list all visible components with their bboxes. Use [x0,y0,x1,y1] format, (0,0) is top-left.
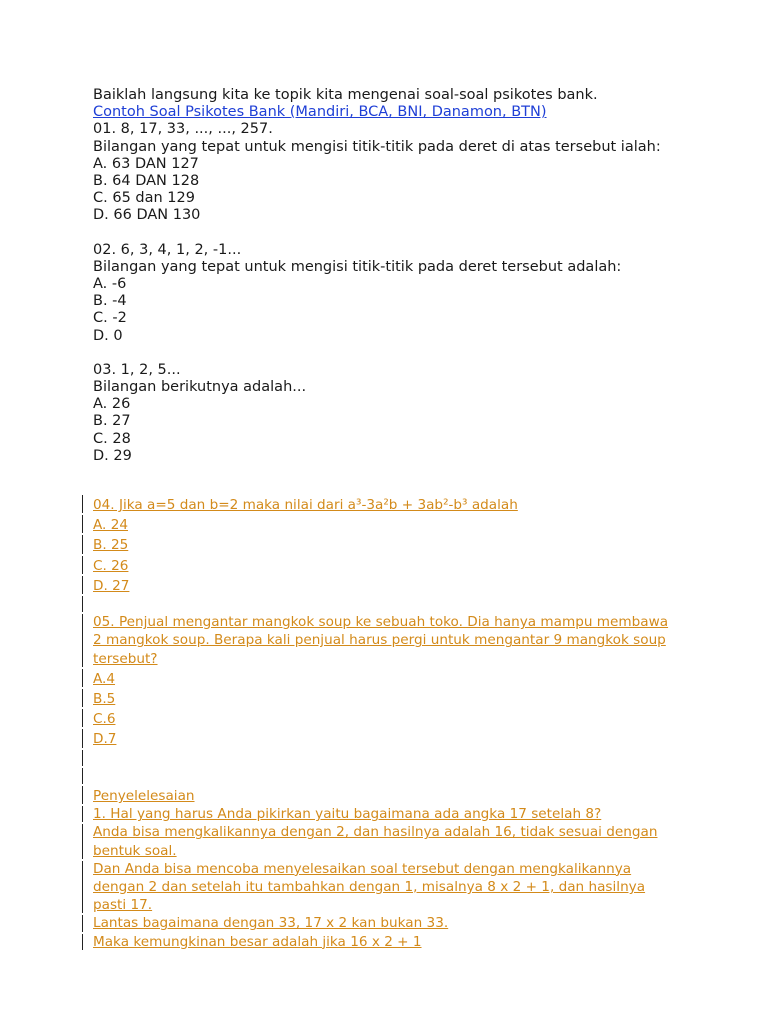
q5-option-a: A.4 [93,670,116,687]
solution-line: Lantas bagaimana dengan 33, 17 x 2 kan bukan 33. [93,915,449,932]
solution-line: Maka kemungkinan besar adalah jika 16 x 2 + 1 [93,933,422,950]
option-c: C. 28 [93,430,131,447]
option-c: C. -2 [93,310,127,327]
spacer [93,345,675,362]
q4-option-c: C. 26 [93,557,129,574]
option-b: B. -4 [93,293,127,310]
question-text: Bilangan yang tepat untuk mengisi titik-titik pada deret tersebut adalah: [93,258,622,275]
question-text: Bilangan berikutnya adalah... [93,379,307,396]
q4-row [93,494,675,514]
question-1 [93,121,675,224]
option-a: A. 26 [93,396,131,413]
question-2 [93,242,675,345]
psikotes-link[interactable]: Contoh Soal Psikotes Bank (Mandiri, BCA, BNI, Danamon, BTN) [93,104,547,121]
empty-row [93,767,675,785]
tracked-changes-section [93,494,675,951]
question-3 [93,362,675,465]
spacer [93,225,675,242]
solution-line: 1. Hal yang harus Anda pikirkan yaitu bagaimana ada angka 17 setelah 8? [93,806,602,823]
option-d: D. 0 [93,327,123,344]
q5-option-b: B.5 [93,691,116,708]
solution-title: Penyelelesaian [93,788,195,804]
plain-section [93,87,675,465]
question-header: 03. 1, 2, 5... [93,361,181,378]
intro-text: Baiklah langsung kita ke topik kita mengenai soal-soal psikotes bank. [93,87,598,103]
option-b: B. 64 DAN 128 [93,173,200,190]
q5-option-c: C.6 [93,711,116,728]
option-d: D. 66 DAN 130 [93,207,201,224]
q4-option-d: D. 27 [93,577,130,594]
solution-line: Anda bisa mengkalikannya dengan 2, dan hasilnya adalah 16, tidak sesuai dengan bentuk soal. [93,824,658,859]
question-header: 02. 6, 3, 4, 1, 2, -1... [93,241,242,258]
question-header: 01. 8, 17, 33, ..., ..., 257. [93,121,273,138]
question-text: Bilangan yang tepat untuk mengisi titik-titik pada deret di atas tersebut ialah: [93,138,661,155]
option-b: B. 27 [93,413,131,430]
option-c: C. 65 dan 129 [93,190,195,207]
q4-option-b: B. 25 [93,537,129,554]
q4-option-a: A. 24 [93,517,128,534]
solution-title-row [93,785,675,805]
option-d: D. 29 [93,447,132,464]
q5-option-d: D.7 [93,731,117,748]
q4-header: 04. Jika a=5 dan b=2 maka nilai dari a³-3a²b + 3ab²-b³ adalah [93,497,518,513]
empty-row [93,749,675,767]
solution-line: Dan Anda bisa mencoba menyelesaikan soal tersebut dengan mengkalikannya dengan 2 dan setelah itu tambahkan dengan 1, misalnya 8 x 2 + 1, dan hasilnya pasti 17. [93,860,646,914]
q5-row [93,613,675,668]
empty-row [93,595,675,613]
option-a: A. 63 DAN 127 [93,155,199,172]
option-a: A. -6 [93,276,127,293]
q5-question: 05. Penjual mengantar mangkok soup ke sebuah toko. Dia hanya mampu membawa 2 mangkok soup. Berapa kali penjual harus pergi untuk mengantar 9 mangkok soup tersebut? [93,614,669,667]
